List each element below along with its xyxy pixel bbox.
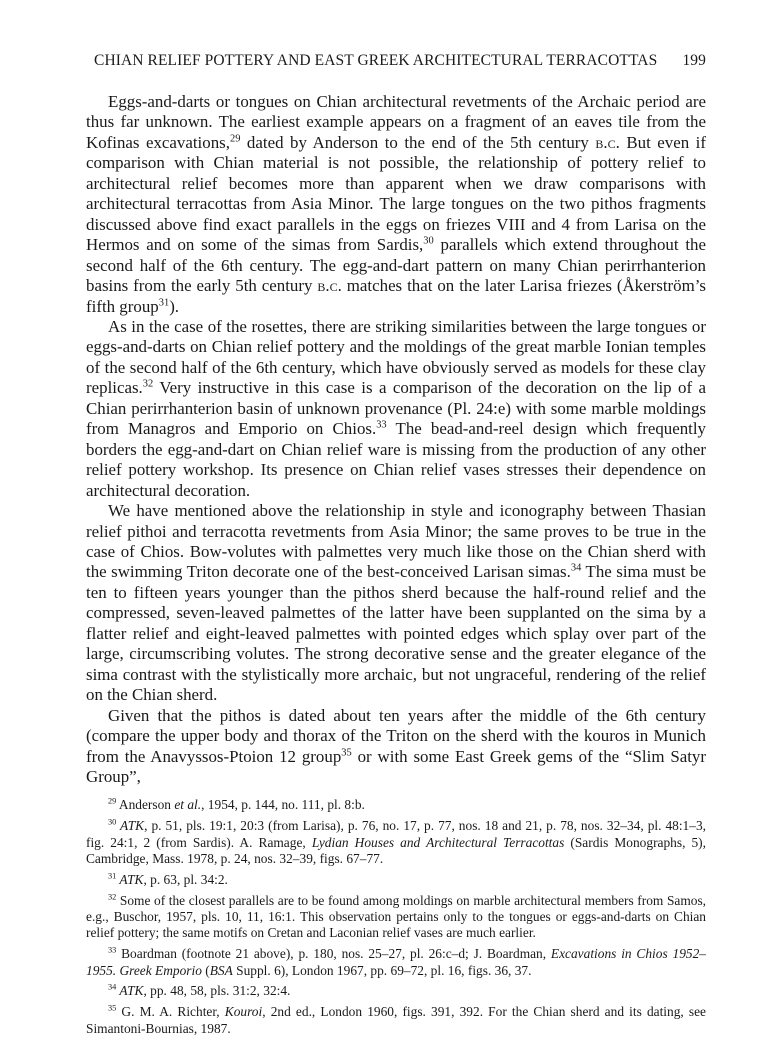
- text-run: Anderson: [116, 797, 175, 813]
- italic-run: ATK: [116, 818, 145, 834]
- text-run: Very instructive in this case is a comparison of the decoration on the lip of a Chian perirrhanterion basin of unknown provenance (Pl. 24:e) with some marble moldings from Managros and Emporio on Chios.: [86, 378, 706, 439]
- text-run: (Sardis Monographs, 5), Cambridge, Mass. 1978, p. 24, nos. 32–39, figs. 67–77.: [86, 834, 706, 867]
- text-run: , 2nd ed., London 1960, figs. 391, 392. For the Chian sherd and its dating, see Simantoni-Bournias, 1987.: [86, 1004, 706, 1036]
- footnote-ref: 31: [158, 296, 170, 308]
- text-run: dated by Anderson to the end of the 5th century: [240, 132, 596, 152]
- text-run: Suppl. 6), London 1967, pp. 69–72, pl. 16, figs. 36, 37.: [232, 962, 532, 978]
- text-run: , pp. 48, 58, pls. 31:2, 32:4.: [143, 983, 291, 999]
- footnote-number: 29: [108, 796, 117, 806]
- text-run: Eggs-and-darts or tongues on Chian architectural revetments of the Archaic period are thus far unknown. The earliest example appears on a fragment of an eaves tile from the Kofinas excavations,: [86, 92, 706, 152]
- text-run: or with some East Greek gems of the “Slim Satyr Group”,: [86, 746, 706, 786]
- italic-run: ATK: [116, 983, 144, 999]
- footnote: [86, 893, 706, 942]
- text-run: The bead-and-reel design which frequently borders the egg-and-dart on Chian relief ware is missing from the production of any other relief pottery workshop. Its presence on Chian relief vases stresses their dependence on architectural decoration.: [86, 419, 706, 500]
- text-run: Given that the pithos is dated about ten years after the middle of the 6th century (compare the upper body and thorax of the Triton on the sherd with the kouros in Munich from the Anavyssos-Ptoion 12 group: [86, 705, 706, 766]
- footnote-ref: 32: [142, 378, 154, 390]
- italic-run: Kouroi: [224, 1004, 263, 1020]
- italic-run: Lydian Houses and Architectural Terracottas: [311, 834, 565, 850]
- footnote-number: 32: [108, 892, 117, 902]
- text-run: , p. 63, pl. 34:2.: [143, 871, 228, 887]
- text-run: parallels which extend throughout the second half of the 6th century. The egg-and-dart pattern on many Chian perirrhanterion basins from the early 5th century: [86, 235, 707, 296]
- footnotes: [86, 797, 706, 1037]
- footnote-ref: 33: [376, 419, 387, 431]
- paragraph: [86, 706, 706, 788]
- text-run: We have mentioned above the relationship in style and iconography between Thasian relief pithoi and terracotta revetments from Asia Minor; the same proves to be true in the case of Chios. Bow-volutes with palmettes very much like those on the Chian sherd with the swimming Triton decorate one of the best-conceived Larisan simas.: [86, 501, 706, 582]
- footnote-ref: 30: [423, 235, 434, 247]
- footnote-ref: 29: [229, 133, 241, 145]
- footnote-number: 31: [108, 871, 117, 881]
- footnote: [86, 946, 706, 979]
- footnote: [86, 983, 706, 999]
- italic-run: ATK: [116, 871, 144, 887]
- text-run: The sima must be ten to fifteen years younger than the pithos sherd because the half-round relief and the compressed, seven-leaved palmettes of the latter have been supplanted on the sima by a flatter relief and eight-leaved palmettes with pointed edges which splay over part of the large, circumscribing volutes. The strong decorative sense and the greater elegance of the sima contrast with the stylistically more archaic, but not ungraceful, rendering of the relief on the Chian sherd.: [86, 562, 706, 705]
- era-abbrev: b.c.: [317, 276, 342, 296]
- text-run: But even if comparison with Chian material is not possible, the relationship of pottery relief to architectural relief becomes more than apparent when we draw comparisons with architectural terracottas from Asia Minor. The large tongues on the two pithos fragments discussed above find exact parallels in the eggs on friezes VIII and 4 from Larisa on the Hermos and on some of the simas from Sardis,: [86, 132, 706, 255]
- footnote-number: 30: [108, 817, 117, 827]
- paragraph: [86, 92, 706, 317]
- footnote: [86, 797, 706, 813]
- footnote-ref: 35: [341, 746, 352, 758]
- italic-run: BSA: [209, 962, 233, 978]
- text-run: matches that on the later Larisa friezes (Åkerström’s fifth group: [86, 276, 706, 316]
- footnote-number: 34: [108, 982, 117, 992]
- text-run: Boardman (footnote 21 above), p. 180, nos. 25–27, pl. 26:c–d; J. Boardman,: [116, 946, 551, 962]
- text-run: G. M. A. Richter,: [116, 1004, 225, 1020]
- running-head-title: CHIAN RELIEF POTTERY AND EAST GREEK ARCHITECTURAL TERRACOTTAS: [94, 52, 658, 69]
- footnote: [86, 818, 706, 867]
- footnote-number: 33: [108, 945, 117, 955]
- paragraph: [86, 501, 706, 706]
- text-run: (: [201, 962, 210, 978]
- era-abbrev: b.c.: [595, 132, 620, 152]
- paragraph: [86, 317, 706, 501]
- text-run: As in the case of the rosettes, there are striking similarities between the large tongues or eggs-and-darts on Chian relief pottery and the moldings of the great marble Ionian temples of the second half of the 6th century, which have obviously served as models for these clay replicas.: [86, 316, 706, 398]
- footnote: [86, 872, 706, 888]
- italic-run: et al.: [174, 797, 202, 813]
- italic-run: Excavations in Chios 1952–1955. Greek Emporio: [86, 946, 706, 978]
- text-run: , p. 51, pls. 19:1, 20:3 (from Larisa), p. 76, no. 17, p. 77, nos. 18 and 21, p. 78, nos. 32–34, pl. 48:1–3, fig. 24:1, 2 (from Sardis). A. Ramage,: [86, 818, 706, 850]
- footnote-ref: 34: [570, 562, 582, 574]
- running-head: [94, 52, 706, 70]
- page: [86, 52, 706, 1041]
- text-run: Some of the closest parallels are to be found among moldings on marble architectural members from Samos, e.g., Buschor, 1957, pls. 10, 11, 16:1. This observation pertains only to the tongues or eggs-and-darts on Chian relief pottery; the same motifs on Cretan and Laconian relief vases are much earlier.: [86, 892, 706, 941]
- text-run: , 1954, p. 144, no. 111, pl. 8:b.: [201, 797, 365, 813]
- footnote-number: 35: [108, 1003, 117, 1013]
- footnote: [86, 1004, 706, 1037]
- page-number: 199: [682, 52, 706, 69]
- body-text: [86, 92, 706, 787]
- text-run: ).: [169, 296, 180, 316]
